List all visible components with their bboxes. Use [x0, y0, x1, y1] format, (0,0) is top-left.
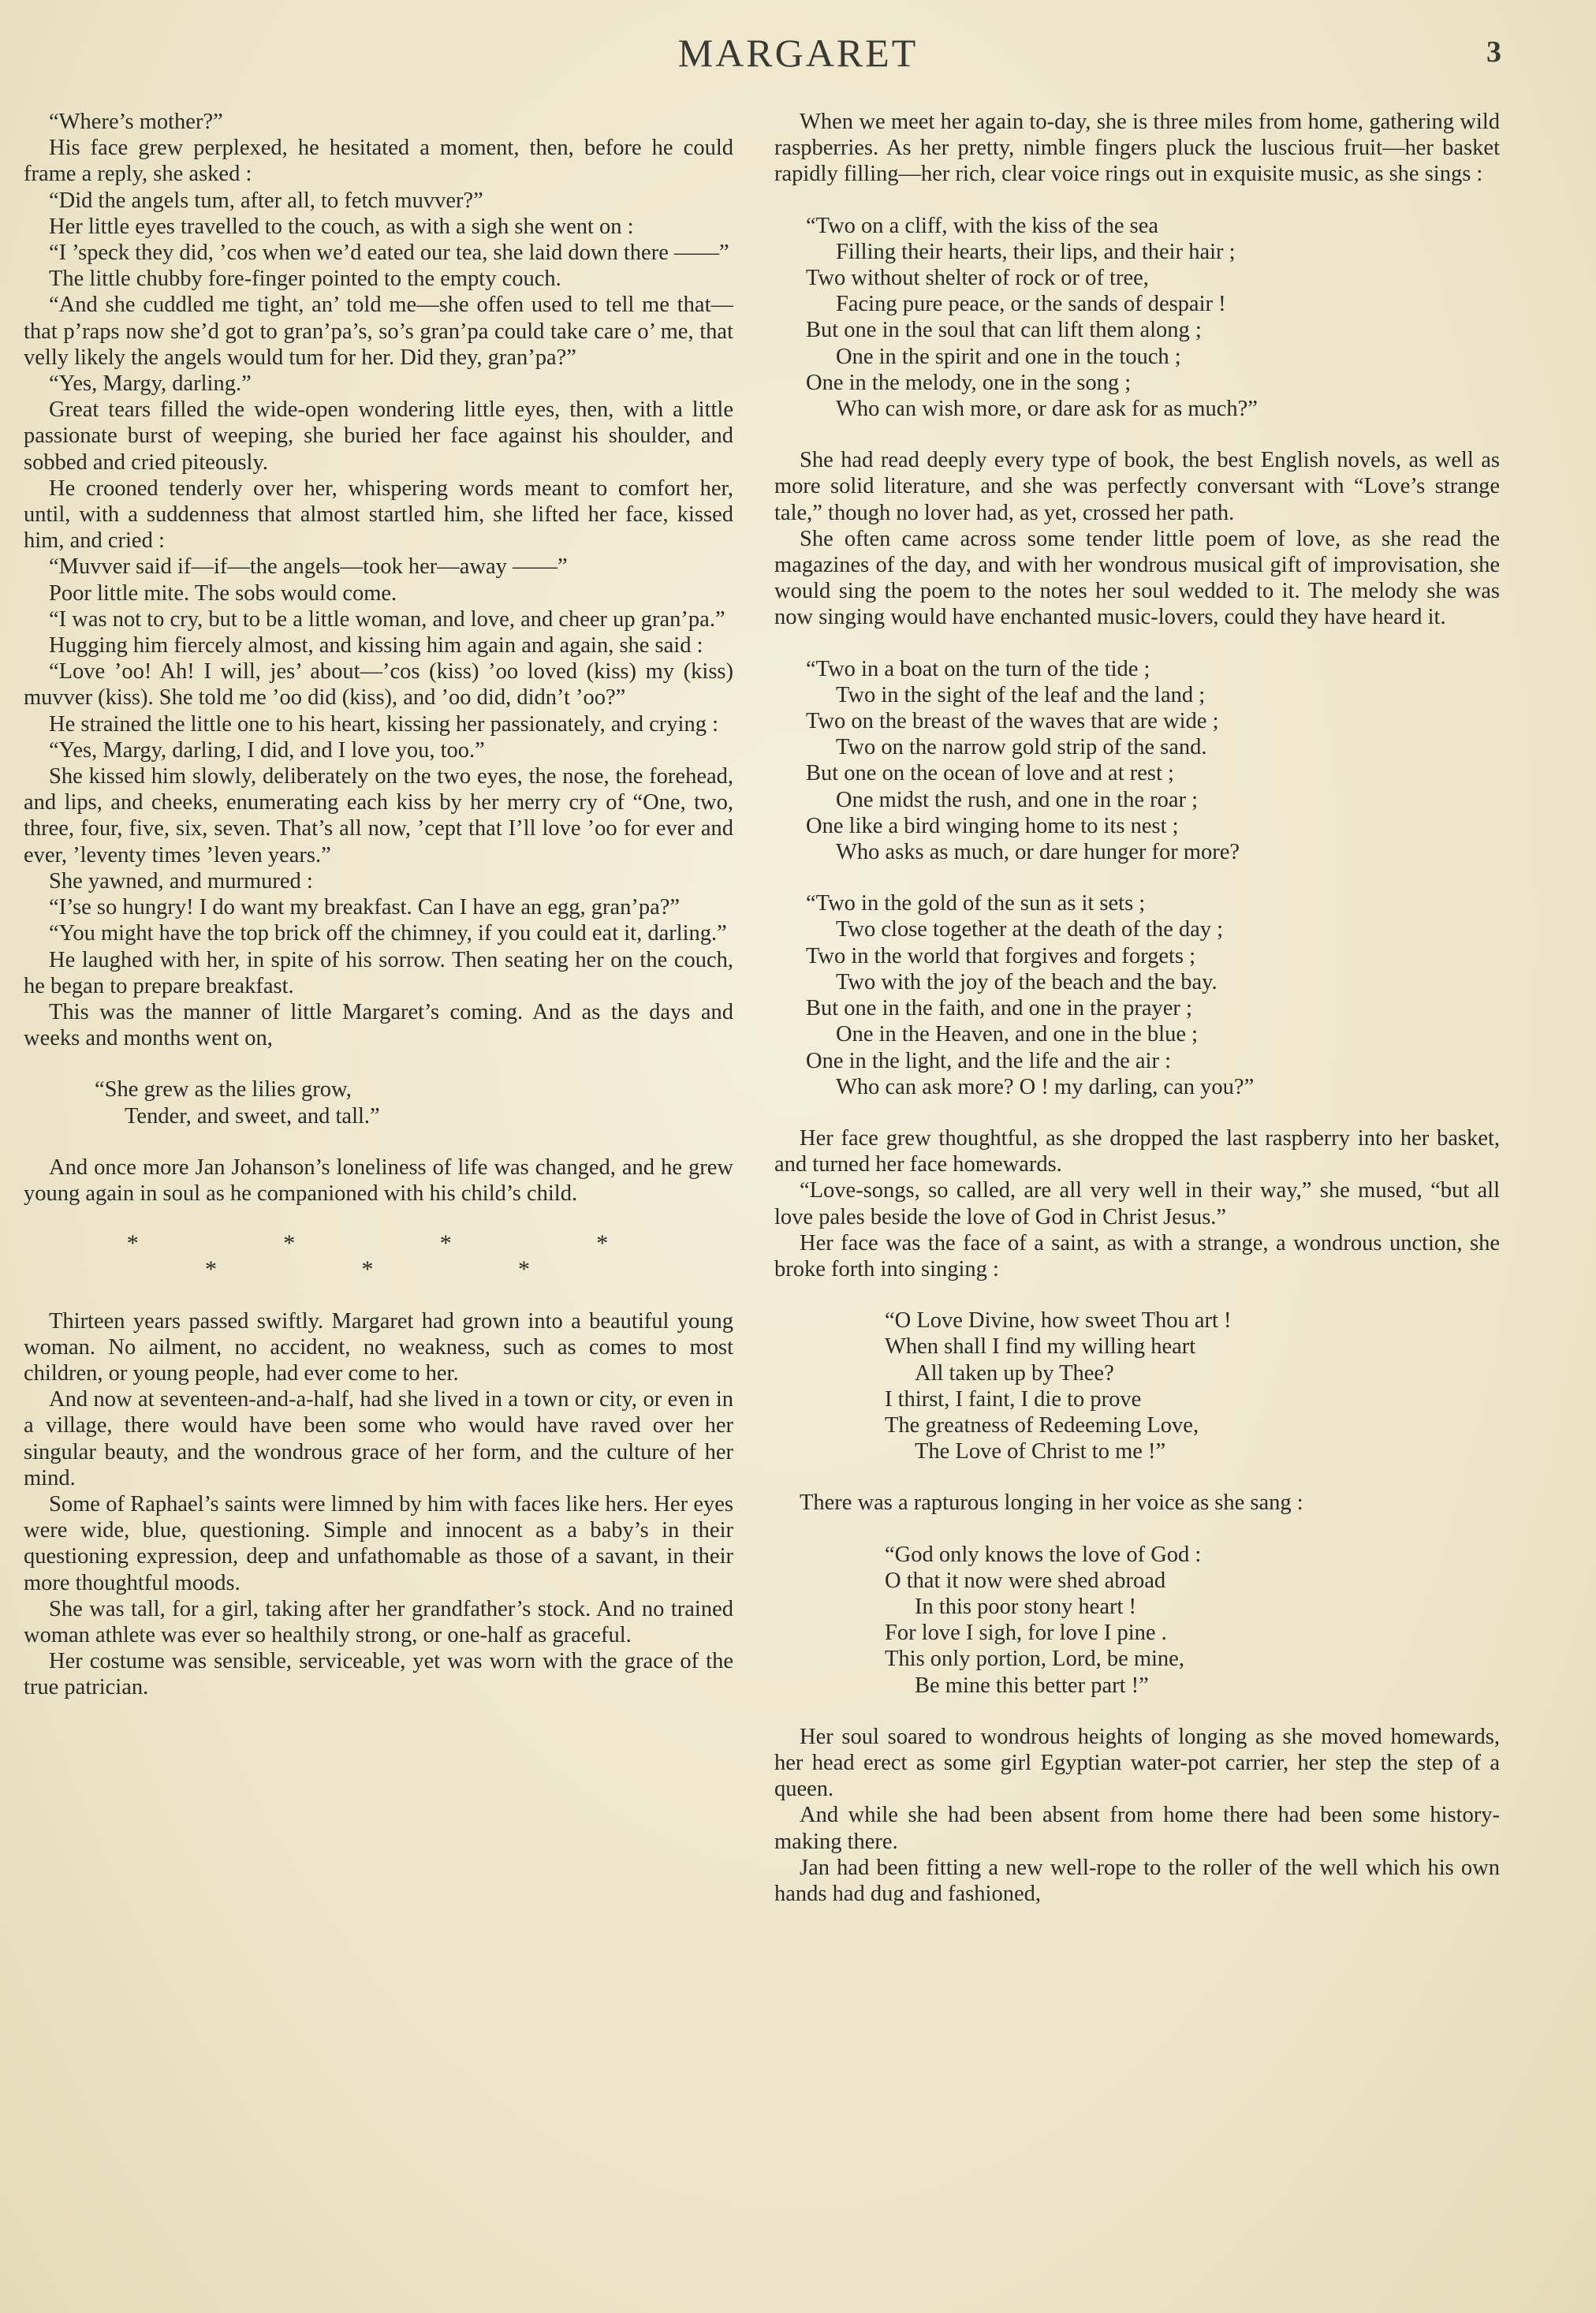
verse-line: But one in the faith, and one in the prayer ; — [806, 996, 1192, 1021]
paragraph: There was a rapturous longing in her voice as she sang : — [800, 1490, 1303, 1516]
paragraph: He crooned tenderly over her, whispering words meant to comfort her, until, with a suddenness that almost startled him, she lifted her face, kissed him, and cried : — [24, 476, 733, 554]
verse-line: “God only knows the love of God : — [885, 1542, 1202, 1567]
paragraph: “You might have the top brick off the chimney, if you could eat it, darling.” — [49, 921, 727, 946]
paragraph: “I’se so hungry! I do want my breakfast. Can I have an egg, gran’pa?” — [49, 895, 681, 920]
paragraph: He laughed with her, in spite of his sorrow. Then seating her on the couch, he began to prepare breakfast. — [24, 947, 733, 998]
verse-line: The Love of Christ to me !” — [915, 1439, 1166, 1464]
verse-line: One midst the rush, and one in the roar ; — [836, 787, 1199, 812]
paragraph: Her face was the face of a saint, as with a strange, a wondrous unction, she broke forth into singing : — [774, 1230, 1500, 1281]
verse-block — [806, 656, 1500, 866]
verse-block — [95, 1076, 733, 1129]
verse-line: This only portion, Lord, be mine, — [885, 1647, 1184, 1672]
verse-block — [806, 213, 1500, 423]
verse-line: One like a bird winging home to its nest ; — [806, 813, 1179, 838]
verse-line: Facing pure peace, or the sands of despair ! — [836, 292, 1226, 317]
verse-line: Tender, and sweet, and tall.” — [125, 1103, 380, 1129]
verse-line: One in the spirit and one in the touch ; — [836, 344, 1181, 369]
paragraph: Poor little mite. The sobs would come. — [49, 580, 397, 606]
verse-line: The greatness of Redeeming Love, — [885, 1412, 1199, 1438]
paragraph: She was tall, for a girl, taking after her grandfather’s stock. And no trained woman athlete was ever so healthily strong, or one-half as graceful. — [24, 1596, 733, 1647]
verse-line: Who asks as much, or dare hunger for more? — [836, 840, 1240, 865]
verse-line: Filling their hearts, their lips, and their hair ; — [836, 239, 1236, 264]
paragraph: “Love-songs, so called, are all very well in their way,” she mused, “but all love pales beside the love of God in Christ Jesus.” — [774, 1178, 1500, 1229]
paragraph: Some of Raphael’s saints were limned by him with faces like hers. Her eyes were wide, blue, questioning. Simple and innocent as a baby’s in their questioning expression, deep and unfathomable as those of a savant, in their more thoughtful moods. — [24, 1491, 733, 1595]
paragraph: He strained the little one to his heart, kissing her passionately, and crying : — [49, 711, 718, 737]
paragraph: Jan had been fitting a new well-rope to the roller of the well which his own hands had dug and fashioned, — [774, 1855, 1500, 1906]
paragraph: Thirteen years passed swiftly. Margaret had grown into a beautiful young woman. No ailment, no accident, no weakness, such as comes to most children, or young people, had ever come to her. — [24, 1308, 733, 1386]
section-break: * * * * * * * — [126, 1230, 678, 1283]
paragraph: She had read deeply every type of book, the best English novels, as well as more solid literature, and she was perfectly conversant with “Love’s strange tale,” though no lover had, as yet, crossed her path. — [774, 448, 1500, 525]
verse-block — [806, 890, 1500, 1100]
verse-line: “Two in a boat on the turn of the tide ; — [806, 656, 1150, 681]
paragraph: And while she had been absent from home there had been some history-making there. — [774, 1803, 1500, 1854]
verse-line: When shall I find my willing heart — [885, 1334, 1196, 1360]
paragraph: This was the manner of little Margaret’s coming. And as the days and weeks and months went on, — [24, 999, 733, 1051]
verse-line: Who can wish more, or dare ask for as much?” — [836, 397, 1258, 422]
right-column — [774, 109, 1500, 1907]
paragraph: And once more Jan Johanson’s loneliness of life was changed, and he grew young again in soul as he companioned with his child’s child. — [24, 1155, 733, 1206]
running-title: MARGARET — [677, 31, 919, 75]
verse-line: “O Love Divine, how sweet Thou art ! — [885, 1308, 1232, 1334]
verse-line: I thirst, I faint, I die to prove — [885, 1386, 1142, 1412]
paragraph: “Yes, Margy, darling.” — [49, 371, 252, 397]
paragraph: Great tears filled the wide-open wondering little eyes, then, with a little passionate burst of weeping, she buried her face against his shoulder, and sobbed and cried piteously. — [24, 397, 733, 475]
verse-line: Who can ask more? O ! my darling, can you?” — [836, 1074, 1255, 1099]
verse-line: Two close together at the death of the day ; — [836, 917, 1224, 942]
paragraph: Her little eyes travelled to the couch, as with a sigh she went on : — [49, 214, 634, 239]
verse-line: Two without shelter of rock or of tree, — [806, 266, 1149, 291]
paragraph: She kissed him slowly, deliberately on the two eyes, the nose, the forehead, and lips, and cheeks, enumerating each kiss by her merry cry of “One, two, three, four, five, six, seven. That’s all now, ’cept that I’ll love ’oo for ever and ever, ’leventy times ’leven years.” — [24, 764, 733, 867]
verse-block — [885, 1542, 1500, 1699]
verse-line: For love I sigh, for love I pine . — [885, 1621, 1167, 1646]
verse-line: Two in the world that forgives and forgets ; — [806, 943, 1196, 968]
paragraph: “Did the angels tum, after all, to fetch muvver?” — [49, 188, 483, 213]
left-column — [24, 109, 733, 1701]
verse-line: But one in the soul that can lift them along ; — [806, 318, 1202, 343]
paragraph: Her costume was sensible, serviceable, yet was worn with the grace of the true patrician. — [24, 1649, 733, 1700]
paragraph: When we meet her again to-day, she is three miles from home, gathering wild raspberries. As her pretty, nimble fingers pluck the luscious fruit—her basket rapidly filling—her rich, clear voice rings out in exquisite music, as she sings : — [774, 110, 1500, 187]
paragraph: The little chubby fore-finger pointed to the empty couch. — [49, 267, 561, 292]
verse-line: In this poor stony heart ! — [915, 1594, 1136, 1619]
verse-line: “Two on a cliff, with the kiss of the sea — [806, 213, 1159, 238]
paragraph: “Where’s mother?” — [49, 110, 223, 134]
verse-line: One in the light, and the life and the air : — [806, 1048, 1171, 1073]
paragraph: “Yes, Margy, darling, I did, and I love you, too.” — [49, 737, 485, 763]
paragraph: Her face grew thoughtful, as she dropped the last raspberry into her basket, and turned her face homewards. — [774, 1125, 1500, 1177]
paragraph: His face grew perplexed, he hesitated a moment, then, before he could frame a reply, she asked : — [24, 136, 733, 187]
paragraph: “I ’speck they did, ’cos when we’d eated our tea, she laid down there ——” — [49, 241, 729, 266]
verse-line: Two on the narrow gold strip of the sand. — [836, 735, 1207, 760]
verse-line: “She grew as the lilies grow, — [95, 1077, 352, 1102]
paragraph: And now at seventeen-and-a-half, had she lived in a town or city, or even in a village, there would have been some who would have raved over her singular beauty, and the wondrous grace of her form, and the culture of her mind. — [24, 1387, 733, 1490]
verse-line: O that it now were shed abroad — [885, 1568, 1166, 1593]
paragraph: “Love ’oo! Ah! I will, jes’ about—’cos (kiss) ’oo loved (kiss) my (kiss) muvver (kiss). She told me ’oo did (kiss), and ’oo did, didn’t ’oo?” — [24, 659, 733, 711]
paragraph: She often came across some tender little poem of love, as she read the magazines of the day, and with her wondrous musical gift of improvisation, she would sing the poem to the notes her soul wedded to it. The melody she was now singing would have enchanted music-lovers, could they have heard it. — [774, 526, 1500, 630]
verse-line: One in the Heaven, and one in the blue ; — [836, 1022, 1199, 1047]
page-header — [0, 30, 1596, 77]
verse-line: Two on the breast of the waves that are wide ; — [806, 709, 1219, 734]
paragraph: Hugging him fiercely almost, and kissing him again and again, she said : — [49, 633, 703, 658]
verse-line: Be mine this better part !” — [915, 1673, 1149, 1698]
paragraph: “Muvver said if—if—the angels—took her—away ——” — [49, 554, 568, 580]
verse-line: Two with the joy of the beach and the bay. — [836, 969, 1218, 994]
paragraph: She yawned, and murmured : — [49, 868, 313, 893]
verse-line: “Two in the gold of the sun as it sets ; — [806, 891, 1146, 916]
paragraph: “I was not to cry, but to be a little woman, and love, and cheer up gran’pa.” — [49, 606, 725, 632]
page-number: 3 — [1486, 35, 1501, 69]
verse-line: One in the melody, one in the song ; — [806, 370, 1132, 395]
verse-line: All taken up by Thee? — [915, 1360, 1114, 1386]
paragraph: Her soul soared to wondrous heights of longing as she moved homewards, her head erect as some girl Egyptian water-pot carrier, her step the step of a queen. — [774, 1724, 1500, 1802]
verse-line: Two in the sight of the leaf and the land ; — [836, 682, 1206, 707]
verse-line: But one on the ocean of love and at rest ; — [806, 761, 1174, 786]
verse-block — [885, 1308, 1500, 1464]
paragraph: “And she cuddled me tight, an’ told me—she offen used to tell me that—that p’raps now she’d got to gran’pa’s, so’s gran’pa could take care o’ me, that velly likely the angels would tum for her. Did they, gran’pa?” — [24, 293, 733, 370]
